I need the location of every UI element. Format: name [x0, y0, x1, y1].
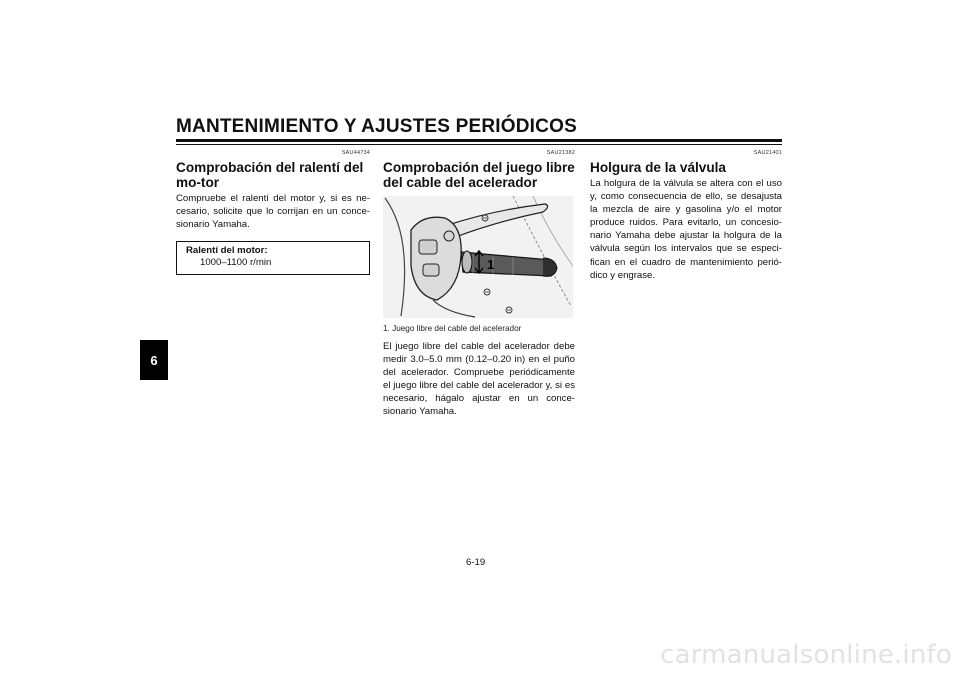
section-code: SAU44734	[341, 150, 370, 156]
section-body: La holgura de la válvula se altera con el uso y, como consecuencia de ello, se desajusta la mezcla de aire y gasolina y/o el motor produce ruidos. Para evitarlo, un concesio-nario Yamaha debe ajustar la holgura de la válvula según los intervalos que se especi-fican en el cuadro de mantenimiento perió-dico y engrase.	[590, 178, 782, 281]
throttle-grip-illustration	[383, 196, 573, 318]
section-body: Compruebe el ralentí del motor y, si es ne-cesario, solicite que lo corrijan en un conce-sionario Yamaha.	[176, 193, 370, 231]
page-title: MANTENIMIENTO Y AJUSTES PERIÓDICOS	[176, 116, 577, 137]
section-code: SAU21382	[546, 150, 575, 156]
watermark: carmanualsonline.info	[660, 640, 952, 670]
page-number: 6-19	[466, 557, 486, 568]
throttle-grip-figure	[383, 196, 573, 318]
spec-label: Ralentí del motor:	[186, 245, 268, 257]
section-body: El juego libre del cable del acelerador debe medir 3.0–5.0 mm (0.12–0.20 in) en el puño del acelerador. Compruebe periódicamente el juego libre del cable del acelerador y, si es necesario, hágalo ajustar en un conce-sionario Yamaha.	[383, 341, 575, 418]
section-valve-clearance	[590, 150, 782, 282]
figure-caption: 1. Juego libre del cable del acelerador	[383, 324, 522, 333]
figure-callout: 1	[487, 257, 495, 272]
section-heading: Comprobación del juego libre del cable del acelerador	[383, 160, 575, 190]
chapter-tab-label: 6	[150, 352, 158, 368]
header-rule-thick	[176, 139, 782, 142]
section-code: SAU21401	[753, 150, 782, 156]
section-heading: Comprobación del ralentí del mo-tor	[176, 160, 364, 190]
chapter-tab	[140, 340, 168, 380]
section-heading: Holgura de la válvula	[590, 160, 726, 175]
section-idle-speed	[176, 150, 370, 275]
spec-value: 1000–1100 r/min	[200, 257, 272, 269]
spec-box	[176, 241, 370, 275]
section-throttle-cable	[383, 150, 575, 419]
header-rule-thin	[176, 144, 782, 145]
